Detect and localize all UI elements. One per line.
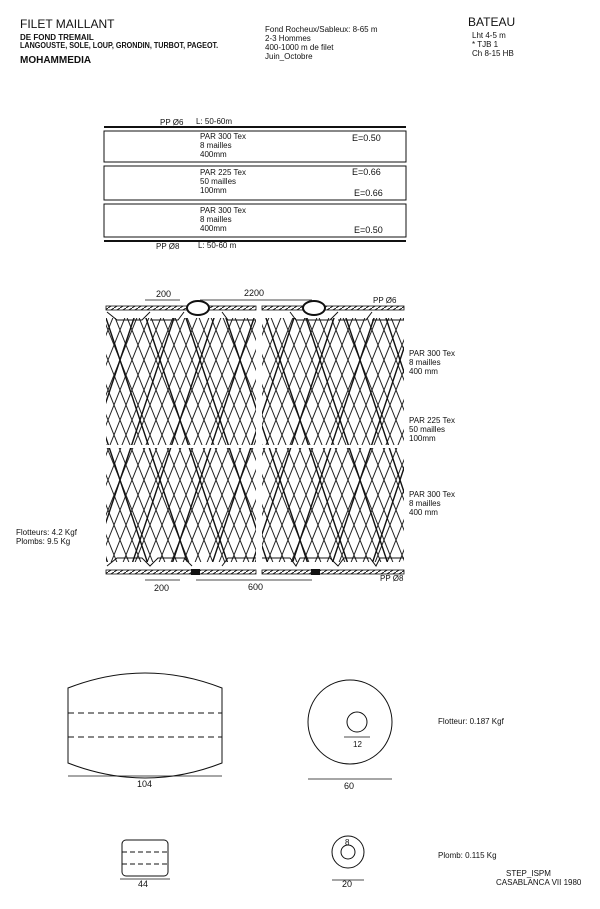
dimension-label: 200 (156, 289, 172, 299)
panel-line: 400mm (200, 224, 227, 233)
dimension-label: 600 (248, 582, 264, 592)
boat-line: Lht 4-5 m (472, 31, 506, 40)
panel-line: PAR 225 Tex (200, 168, 246, 177)
headline-rope (262, 306, 404, 310)
boat-line: Ch 8-15 HB (472, 49, 514, 58)
sinker-label: Plomb: 0.115 Kg (438, 851, 497, 860)
layer-line: 400 mm (409, 367, 438, 376)
dimension-label: 2200 (244, 288, 265, 298)
layer-spec (409, 491, 455, 517)
organization: STEP_ISPM (506, 869, 551, 878)
float-icon (303, 301, 325, 315)
hanging-ratio: E=0.66 (352, 167, 381, 177)
info-line: 400-1000 m de filet (265, 43, 334, 52)
top-rope-label: PP Ø6 (373, 296, 397, 305)
title: FILET MAILLANT (20, 17, 115, 31)
panel-line: PAR 300 Tex (200, 206, 246, 215)
top-rope-length: L: 50-60m (196, 117, 233, 126)
panel-line: 50 mailles (200, 177, 237, 186)
layer-line: 100mm (409, 434, 436, 443)
net-diagram (106, 300, 404, 580)
layer-line: 400 mm (409, 508, 438, 517)
bottom-rope-length: L: 50-60 m (198, 241, 237, 250)
panel-line: 8 mailles (200, 215, 232, 224)
info-line: 2-3 Hommes (265, 34, 311, 43)
dimension-label: 8 (345, 838, 350, 847)
float-label: Flotteur: 0.187 Kgf (438, 717, 504, 726)
place-date: CASABLANCA VII 1980 (496, 878, 582, 887)
port: MOHAMMEDIA (20, 55, 92, 66)
hanging-ratio: E=0.66 (354, 188, 383, 198)
weights (16, 529, 77, 546)
boat-title: BATEAU (468, 15, 516, 29)
info-line: Juin_Octobre (265, 52, 313, 61)
layer-line: 50 mailles (409, 425, 446, 434)
layer-spec (409, 417, 455, 443)
info-line: Fond Rocheux/Sableux: 8-65 m (265, 25, 378, 34)
dimension-label: 200 (154, 583, 170, 593)
layer-line: PAR 225 Tex (409, 416, 455, 425)
top-rope-spec: PP Ø6 (160, 118, 184, 127)
dimension-label: 44 (138, 879, 149, 889)
bottom-rope-spec: PP Ø8 (156, 242, 180, 251)
hanging-ratio: E=0.50 (354, 225, 383, 235)
layer-line: 8 mailles (409, 358, 441, 367)
panel-line: 400mm (200, 150, 227, 159)
footrope (106, 570, 256, 574)
panel-line: PAR 300 Tex (200, 132, 246, 141)
panel-spec (200, 207, 246, 233)
sinker-icon (311, 569, 320, 575)
bottom-rope-label: PP Ø8 (380, 574, 404, 583)
dimension-label: 60 (344, 781, 355, 791)
layer-line: 8 mailles (409, 499, 441, 508)
dimension-label: 20 (342, 879, 353, 889)
hanging-ratio: E=0.50 (352, 133, 381, 143)
sinker-weight: Plombs: 9.5 Kg (16, 537, 71, 546)
plan-view (104, 127, 406, 241)
species: LANGOUSTE, SOLE, LOUP, GRONDIN, TURBOT, PAGEOT. (20, 41, 219, 50)
sinker-views (120, 836, 364, 880)
boat-line: * TJB 1 (472, 40, 499, 49)
panel-line: 8 mailles (200, 141, 232, 150)
layer-line: PAR 300 Tex (409, 349, 455, 358)
headline-rope (106, 306, 256, 310)
subtitle: DE FOND TREMAIL (20, 33, 94, 42)
sinker-icon (191, 569, 200, 575)
panel-line: 100mm (200, 186, 227, 195)
layer-line: PAR 300 Tex (409, 490, 455, 499)
float-weight: Flotteurs: 4.2 Kgf (16, 528, 77, 537)
dimension-label: 12 (353, 740, 362, 749)
dimension-label: 104 (137, 779, 153, 789)
panel-spec (200, 133, 246, 159)
layer-spec (409, 350, 455, 376)
float-side-view (68, 673, 392, 779)
panel-spec (200, 169, 246, 195)
float-icon (187, 301, 209, 315)
